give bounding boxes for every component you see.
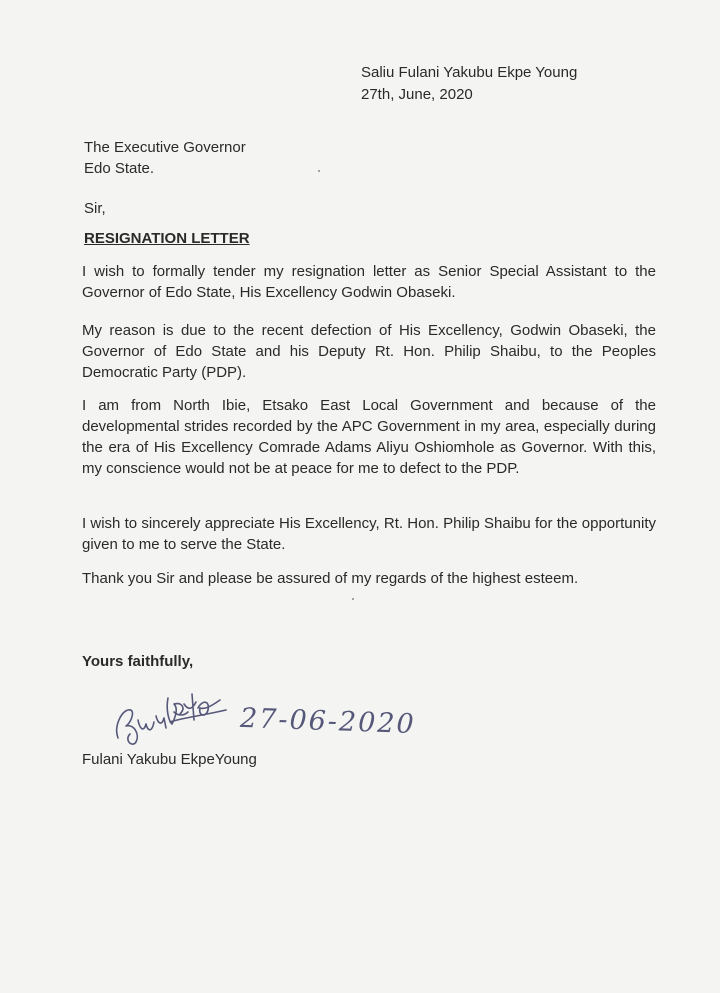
sender-name: Saliu Fulani Yakubu Ekpe Young <box>361 64 578 81</box>
body-paragraph-2: My reason is due to the recent defection of His Excellency, Godwin Obaseki, the Governor of Edo State and his Deputy Rt. Hon. Philip Shaibu, to the Peoples Democratic Party (PDP). <box>82 322 656 381</box>
signatory-name: Fulani Yakubu EkpeYoung <box>82 751 257 768</box>
handwritten-signature <box>110 690 240 750</box>
body-paragraph-3: I am from North Ibie, Etsako East Local Government and because of the developmental strides recorded by the APC Government in my area, especially during the era of His Excellency Comrade Adams Aliyu Oshiomhole as Governor. With this, my conscience would not be at peace for me to defect to the PDP. <box>82 397 656 477</box>
salutation: Sir, <box>84 200 106 217</box>
paper-speck <box>318 170 320 172</box>
sender-block <box>361 62 577 106</box>
handwritten-date: 27-06-2020 <box>239 702 417 741</box>
subject-heading: RESIGNATION LETTER <box>84 230 250 247</box>
closing: Yours faithfully, <box>82 653 194 670</box>
body-paragraph-1: I wish to formally tender my resignation letter as Senior Special Assistant to the Governor of Edo State, His Excellency Godwin Obaseki. <box>82 263 656 301</box>
recipient-block <box>84 137 246 179</box>
letter-date: 27th, June, 2020 <box>361 86 473 103</box>
body-paragraph-4: I wish to sincerely appreciate His Excellency, Rt. Hon. Philip Shaibu for the opportunity given to me to serve the State. <box>82 515 656 553</box>
paper-speck <box>352 598 354 600</box>
recipient-state: Edo State. <box>84 160 155 177</box>
body-paragraph-5: Thank you Sir and please be assured of my regards of the highest esteem. <box>82 570 579 587</box>
recipient-title: The Executive Governor <box>84 139 246 156</box>
